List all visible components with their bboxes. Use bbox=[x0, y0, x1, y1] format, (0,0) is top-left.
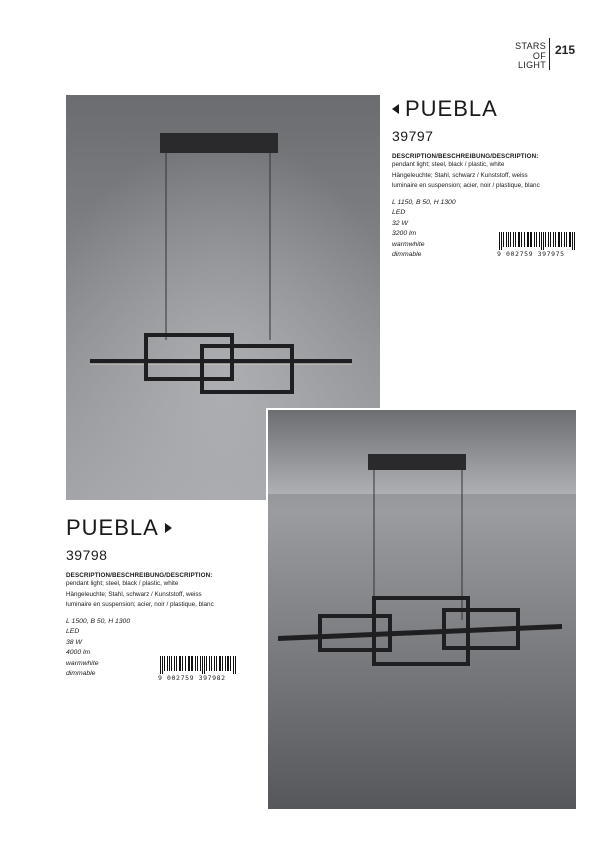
description-line: pendant light; steel, black / plastic, white bbox=[66, 580, 179, 587]
brand-logo bbox=[512, 42, 546, 71]
spec-wattage: 32 W bbox=[392, 219, 408, 227]
description-heading: DESCRIPTION/BESCHREIBUNG/DESCRIPTION: bbox=[392, 153, 539, 160]
description-line: luminaire en suspension; acier, noir / plastique, blanc bbox=[66, 601, 214, 608]
spec-color-temp: warmwhite bbox=[392, 240, 425, 248]
spec-lumen: 3200 lm bbox=[392, 230, 417, 237]
spec-dimensions: L 1500, B 50, H 1300 bbox=[66, 617, 131, 625]
description-line: Hängeleuchte; Stahl, schwarz / Kunststoff, weiss bbox=[392, 171, 528, 179]
brand-line: OF bbox=[532, 50, 546, 61]
description-line: luminaire en suspension; acier, noir / plastique, blanc bbox=[392, 182, 540, 189]
description-line: pendant light; steel, black / plastic, white bbox=[392, 161, 505, 168]
product-code: 39798 bbox=[66, 547, 108, 563]
barcode-39797 bbox=[497, 232, 577, 258]
product-info-39798 bbox=[66, 515, 261, 680]
header-divider bbox=[549, 38, 550, 70]
description-line: Hängeleuchte; Stahl, schwarz / Kunststoff, weiss bbox=[66, 590, 202, 598]
spec-dimmable: dimmable bbox=[392, 251, 422, 258]
spec-light-source: LED bbox=[392, 209, 406, 216]
spec-color-temp: warmwhite bbox=[66, 659, 99, 667]
product-name: PUEBLA bbox=[66, 515, 159, 540]
arrow-left-icon bbox=[392, 104, 399, 114]
product-photo-39798 bbox=[266, 408, 576, 809]
brand-line: STARS bbox=[515, 41, 546, 51]
brand-line: LIGHT bbox=[517, 60, 546, 70]
spec-dimensions: L 1150, B 50, H 1300 bbox=[392, 198, 456, 206]
spec-wattage: 38 W bbox=[66, 638, 82, 646]
barcode-bars bbox=[158, 656, 238, 674]
spec-light-source: LED bbox=[66, 628, 80, 635]
barcode-number: 9 002759 397982 bbox=[158, 674, 226, 682]
barcode-number: 9 002759 397975 bbox=[497, 250, 565, 258]
description-heading: DESCRIPTION/BESCHREIBUNG/DESCRIPTION: bbox=[66, 572, 213, 579]
spec-dimmable: dimmable bbox=[66, 670, 96, 677]
arrow-right-icon bbox=[165, 523, 172, 533]
spec-lumen: 4000 lm bbox=[66, 649, 91, 656]
product-code: 39797 bbox=[392, 128, 434, 144]
barcode-39798 bbox=[158, 656, 238, 682]
page-number: 215 bbox=[555, 43, 576, 57]
barcode-bars bbox=[497, 232, 577, 250]
product-name: PUEBLA bbox=[405, 96, 498, 121]
